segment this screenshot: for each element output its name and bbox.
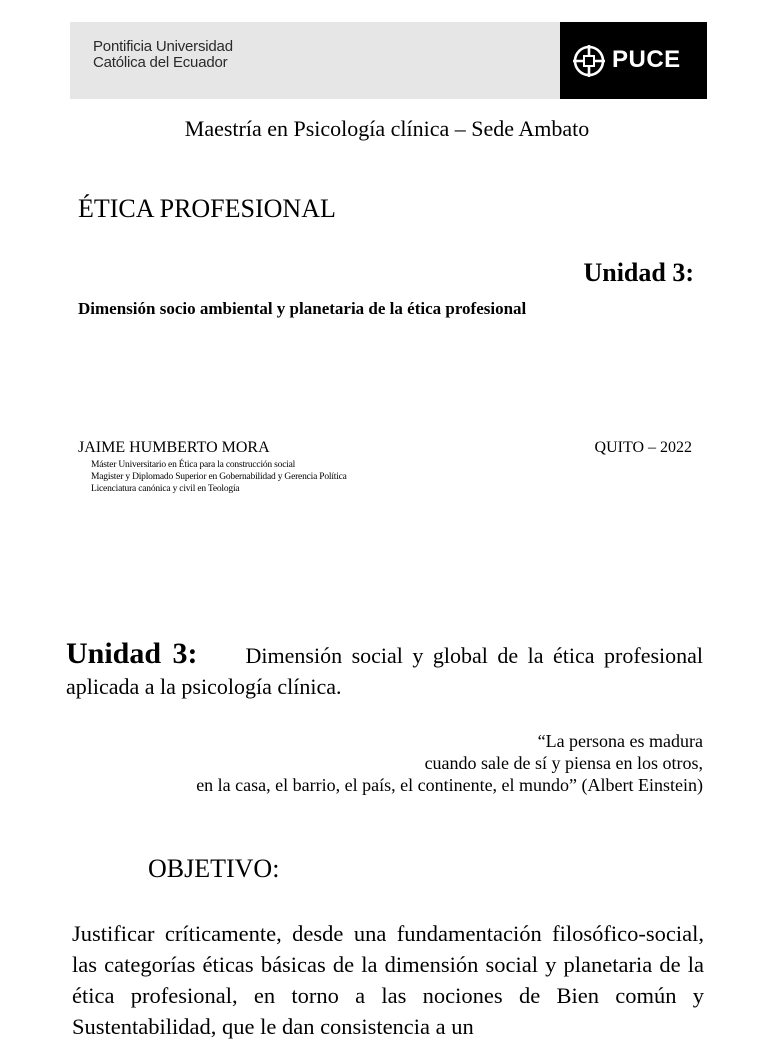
unit-subtitle: Dimensión socio ambiental y planetaria de la ética profesional bbox=[78, 299, 527, 318]
puce-logo-text: PUCE bbox=[612, 46, 681, 73]
objective-heading: OBJETIVO: bbox=[148, 854, 280, 883]
university-name bbox=[93, 39, 233, 71]
quote-line: “La persona es madura bbox=[537, 731, 703, 751]
university-name-line2: Católica del Ecuador bbox=[93, 54, 228, 71]
course-title: ÉTICA PROFESIONAL bbox=[78, 194, 336, 223]
author-name: JAIME HUMBERTO MORA bbox=[78, 439, 270, 456]
author-credentials bbox=[91, 459, 347, 495]
puce-logo bbox=[560, 22, 707, 99]
section-unit-label: Unidad 3: bbox=[66, 637, 198, 670]
section-heading bbox=[66, 638, 703, 702]
place-year: QUITO – 2022 bbox=[594, 439, 692, 456]
program-name: Maestría en Psicología clínica – Sede Ambato bbox=[184, 116, 590, 141]
credential-line: Máster Universitario en Ética para la construcción social bbox=[91, 460, 296, 470]
unit-label: Unidad 3: bbox=[583, 258, 694, 287]
quote-line: cuando sale de sí y piensa en los otros, bbox=[424, 753, 703, 773]
quote-line: en la casa, el barrio, el país, el continente, el mundo” (Albert Einstein) bbox=[196, 775, 703, 795]
university-name-line1: Pontificia Universidad bbox=[93, 38, 233, 55]
university-banner bbox=[70, 22, 707, 99]
credential-line: Licenciatura canónica y civil en Teología bbox=[91, 484, 240, 494]
puce-emblem-icon bbox=[572, 44, 606, 78]
objective-text: Justificar críticamente, desde una fundamentación filosófico-social, las categorías éticas básicas de la dimensión social y planetaria de la ética profesional, en torno a las nociones de Bien común y Sustentabilidad, que le dan consistencia a un bbox=[72, 921, 704, 1039]
section-title: Dimensión social y global de la ética profesional aplicada a la psicología clínica. bbox=[66, 643, 704, 699]
credential-line: Magister y Diplomado Superior en Gobernabilidad y Gerencia Política bbox=[91, 472, 347, 482]
einstein-quote bbox=[196, 730, 703, 796]
